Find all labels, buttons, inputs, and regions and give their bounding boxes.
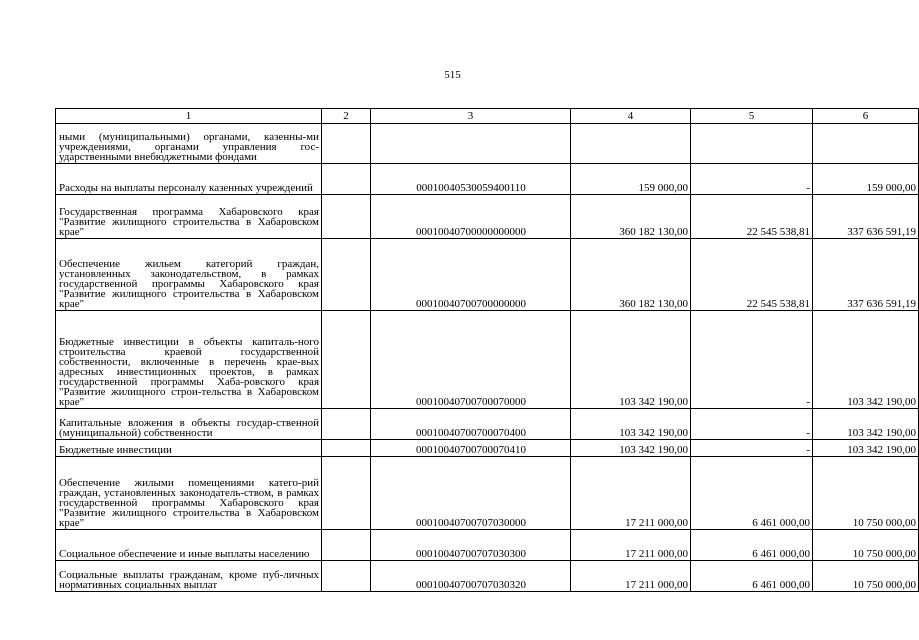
grbs-cell: [322, 409, 371, 440]
budget-code: 00010040700707030300: [371, 530, 571, 561]
table-row: [56, 195, 919, 239]
item-name: Социальные выплаты гражданам, кроме пуб-личных нормативных социальных выплат: [56, 561, 322, 592]
page-number: 515: [444, 69, 461, 81]
item-name: Государственная программа Хабаровского края "Развитие жилищного строительства в Хабаровском крае": [56, 195, 322, 239]
amount-col5: -: [691, 409, 813, 440]
amount-col6: 103 342 190,00: [813, 409, 919, 440]
amount-col4: 159 000,00: [571, 164, 691, 195]
amount-col4: 103 342 190,00: [571, 409, 691, 440]
budget-code: [371, 124, 571, 164]
grbs-cell: [322, 530, 371, 561]
item-name: Капитальные вложения в объекты государ-ственной (муниципальной) собственности: [56, 409, 322, 440]
amount-col5: 22 545 538,81: [691, 195, 813, 239]
grbs-cell: [322, 457, 371, 530]
item-name: Обеспечение жилыми помещениями катего-рий граждан, установленных законодатель-ством, в рамках государственной программы Хабаровского края "Развитие жилищного строительства в Хабаровском крае": [56, 457, 322, 530]
column-header: 3: [371, 109, 571, 124]
amount-col6: 337 636 591,19: [813, 195, 919, 239]
column-header: 1: [56, 109, 322, 124]
amount-col6: 103 342 190,00: [813, 311, 919, 409]
amount-col6: 159 000,00: [813, 164, 919, 195]
amount-col4: 17 211 000,00: [571, 561, 691, 592]
table-row: [56, 409, 919, 440]
amount-col5: 6 461 000,00: [691, 530, 813, 561]
amount-col5: -: [691, 311, 813, 409]
grbs-cell: [322, 124, 371, 164]
grbs-cell: [322, 440, 371, 457]
table-row: [56, 124, 919, 164]
amount-col4: 103 342 190,00: [571, 440, 691, 457]
grbs-cell: [322, 164, 371, 195]
column-header: 4: [571, 109, 691, 124]
amount-col6: 10 750 000,00: [813, 530, 919, 561]
amount-col4: 17 211 000,00: [571, 530, 691, 561]
budget-code: 00010040700700070400: [371, 409, 571, 440]
item-name: Обеспечение жильем категорий граждан, установленных законодательством, в рамках государственной программы Хабаровского края "Развитие жилищного строительства в Хабаровском крае": [56, 239, 322, 311]
budget-code: 00010040700700070000: [371, 311, 571, 409]
item-name: Социальное обеспечение и иные выплаты населению: [56, 530, 322, 561]
item-name: Расходы на выплаты персоналу казенных учреждений: [56, 164, 322, 195]
table-row: [56, 440, 919, 457]
table-row: [56, 239, 919, 311]
amount-col4: 360 182 130,00: [571, 239, 691, 311]
budget-code: 00010040700700070410: [371, 440, 571, 457]
column-header: 6: [813, 109, 919, 124]
amount-col6: 10 750 000,00: [813, 561, 919, 592]
table-row: [56, 164, 919, 195]
amount-col5: -: [691, 440, 813, 457]
amount-col5: 6 461 000,00: [691, 457, 813, 530]
table-row: [56, 457, 919, 530]
table-row: [56, 311, 919, 409]
column-header: 2: [322, 109, 371, 124]
grbs-cell: [322, 195, 371, 239]
amount-col5: [691, 124, 813, 164]
budget-code: 00010040700000000000: [371, 195, 571, 239]
amount-col5: -: [691, 164, 813, 195]
item-name: Бюджетные инвестиции: [56, 440, 322, 457]
budget-code: 00010040530059400110: [371, 164, 571, 195]
amount-col4: 360 182 130,00: [571, 195, 691, 239]
budget-code: 00010040700707030320: [371, 561, 571, 592]
column-header: 5: [691, 109, 813, 124]
amount-col5: 22 545 538,81: [691, 239, 813, 311]
grbs-cell: [322, 239, 371, 311]
table-row: [56, 530, 919, 561]
item-name: ными (муниципальными) органами, казенны-ми учреждениями, органами управления гос-ударственными внебюджетными фондами: [56, 124, 322, 164]
amount-col6: 10 750 000,00: [813, 457, 919, 530]
grbs-cell: [322, 561, 371, 592]
amount-col6: [813, 124, 919, 164]
budget-code: 00010040700700000000: [371, 239, 571, 311]
amount-col6: 103 342 190,00: [813, 440, 919, 457]
amount-col4: 17 211 000,00: [571, 457, 691, 530]
amount-col4: [571, 124, 691, 164]
item-name: Бюджетные инвестиции в объекты капиталь-ного строительства краевой государственной собственности, включенные в перечень крае-вых адресных инвестиционных проектов, в рамках государственной программы Хаба-ровского края "Развитие жилищного строи-тельства в Хабаровском крае": [56, 311, 322, 409]
amount-col6: 337 636 591,19: [813, 239, 919, 311]
budget-code: 00010040700707030000: [371, 457, 571, 530]
table-header-row: [56, 109, 919, 124]
amount-col4: 103 342 190,00: [571, 311, 691, 409]
amount-col5: 6 461 000,00: [691, 561, 813, 592]
table-row: [56, 561, 919, 592]
budget-table: [55, 108, 919, 592]
grbs-cell: [322, 311, 371, 409]
